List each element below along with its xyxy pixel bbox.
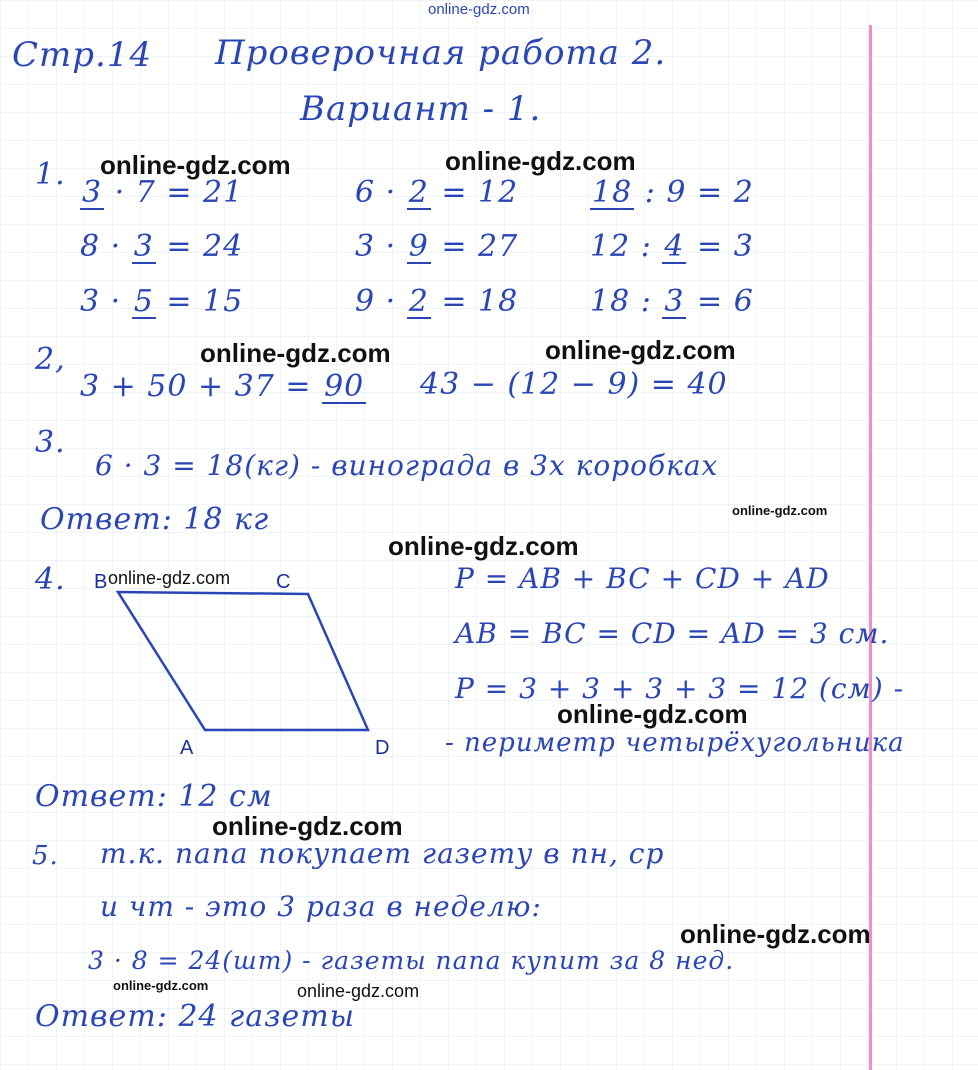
- equation-operand: 8: [80, 229, 101, 264]
- equation-operator: ·: [385, 229, 397, 264]
- task4-line-3: P = 3 + 3 + 3 + 3 = 12 (см) -: [455, 672, 905, 705]
- equation-operand: 4: [664, 229, 685, 264]
- task3-number: 3.: [35, 425, 66, 460]
- task5-number: 5.: [32, 841, 59, 871]
- watermark-top: online-gdz.com: [428, 1, 530, 18]
- task4-answer: Ответ: 12 см: [35, 779, 273, 814]
- watermark: online-gdz.com: [680, 919, 871, 949]
- task2-answer-1: 90: [324, 369, 365, 404]
- equation-operand: 3: [80, 284, 101, 319]
- equation-result: = 6: [697, 284, 754, 319]
- task2-expr1: 3 + 50 + 37 =: [80, 369, 312, 404]
- equation-result: = 2: [697, 175, 754, 210]
- equation-operand: 5: [133, 284, 154, 319]
- watermark: online-gdz.com: [108, 568, 231, 588]
- equation-result: = 15: [166, 284, 244, 319]
- task5-line-1: т.к. папа покупает газету в пн, ср: [100, 837, 665, 870]
- vertex-d-label: D: [375, 737, 390, 759]
- equation-result: = 18: [441, 284, 519, 319]
- equation-result: = 24: [166, 229, 244, 264]
- equation-operand: 18: [590, 284, 631, 319]
- parallelogram-shape: [118, 592, 368, 730]
- equation-operand: 2: [408, 175, 429, 210]
- equation-result: = 12: [441, 175, 519, 210]
- variant-title: Вариант - 1.: [300, 89, 542, 129]
- equation-operand: 9: [666, 175, 687, 210]
- work-title: Проверочная работа 2.: [215, 33, 667, 73]
- vertex-a-label: A: [180, 737, 194, 759]
- equation-operator: ·: [110, 284, 122, 319]
- equation-operand: 3: [664, 284, 685, 319]
- equation-result: = 21: [166, 175, 244, 210]
- watermark: online-gdz.com: [297, 981, 420, 1001]
- equation-operator: :: [644, 175, 656, 210]
- watermark: online-gdz.com: [545, 335, 736, 365]
- equation-operand: 3: [133, 229, 154, 264]
- vertex-c-label: C: [276, 571, 291, 593]
- task5-line-2: и чт - это 3 раза в неделю:: [100, 890, 542, 923]
- page-number: Стр.14: [12, 35, 153, 75]
- equation-operand: 9: [355, 284, 376, 319]
- watermark: online-gdz.com: [445, 146, 636, 176]
- task3-answer: Ответ: 18 кг: [40, 502, 270, 537]
- equation-operand: 3: [82, 175, 103, 210]
- equation-operator: ·: [385, 284, 397, 319]
- equation-operator: :: [640, 284, 652, 319]
- equation-operand: 9: [408, 229, 429, 264]
- task4-line-1: P = AB + BC + CD + AD: [455, 562, 830, 595]
- equation-operator: ·: [110, 229, 122, 264]
- watermark: online-gdz.com: [557, 699, 748, 729]
- equation-operator: ·: [385, 175, 397, 210]
- task5-answer: Ответ: 24 газеты: [35, 999, 356, 1034]
- task4-line-4: - периметр четырёхугольника: [445, 728, 905, 758]
- watermark: online-gdz.com: [212, 811, 403, 841]
- equation-operator: :: [640, 229, 652, 264]
- equation-result: = 3: [697, 229, 754, 264]
- watermark: online-gdz.com: [200, 338, 391, 368]
- task2-number: 2,: [35, 342, 66, 377]
- vertex-b-label: B: [94, 571, 108, 593]
- equation-operand: 18: [592, 175, 633, 210]
- equation-operand: 12: [590, 229, 631, 264]
- watermark: online-gdz.com: [100, 150, 291, 180]
- watermark: online-gdz.com: [388, 531, 579, 561]
- task1-number: 1.: [35, 157, 66, 192]
- equation-operand: 7: [135, 175, 156, 210]
- task2-expression-2: 43 − (12 − 9) = 40: [420, 367, 728, 402]
- equation-operand: 6: [355, 175, 376, 210]
- equation-operand: 3: [355, 229, 376, 264]
- equation-operator: ·: [114, 175, 126, 210]
- watermark: online-gdz.com: [732, 503, 828, 518]
- task3-line: 6 · 3 = 18(кг) - винограда в 3х коробках: [95, 449, 719, 482]
- task4-line-2: AB = BC = CD = AD = 3 см.: [455, 617, 890, 650]
- watermark: online-gdz.com: [113, 978, 209, 993]
- equation-operand: 2: [408, 284, 429, 319]
- task5-line-3: 3 · 8 = 24(шт) - газеты папа купит за 8 нед.: [88, 946, 735, 975]
- equation-result: = 27: [441, 229, 519, 264]
- task4-number: 4.: [35, 562, 66, 597]
